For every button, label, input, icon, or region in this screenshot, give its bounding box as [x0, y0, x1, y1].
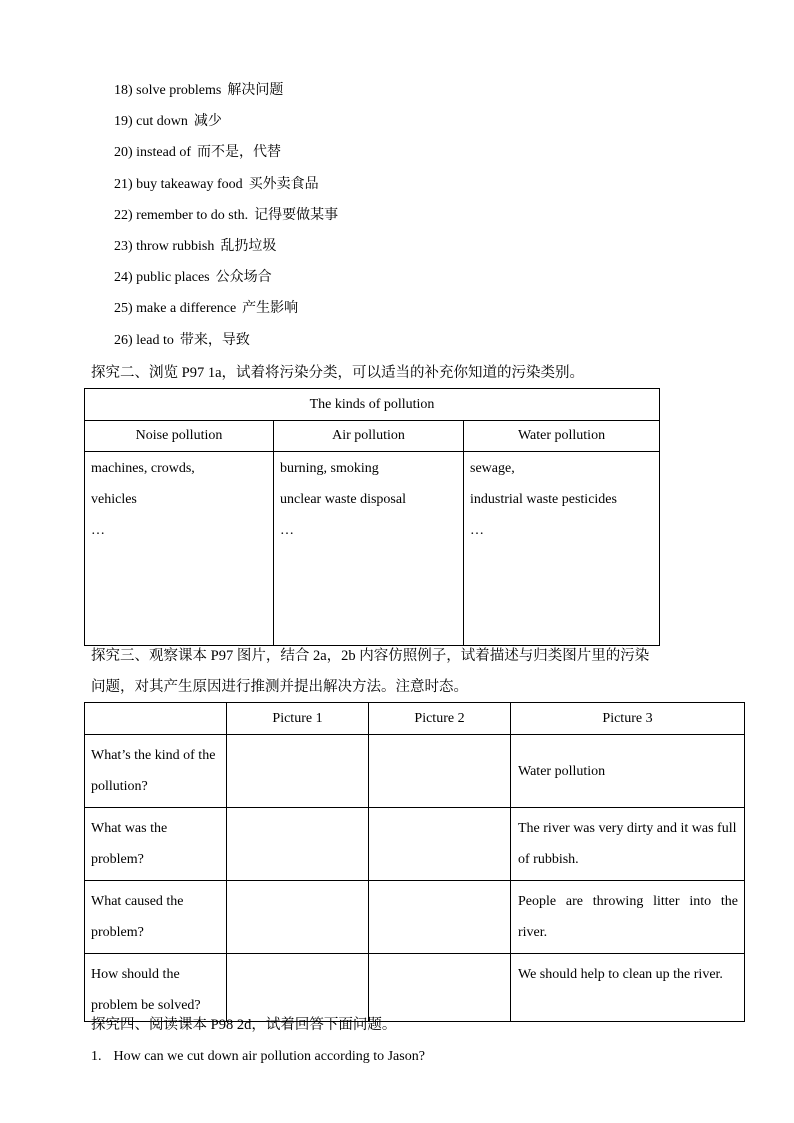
question-cell: What was the problem?	[85, 808, 227, 881]
noise-pollution-cell	[85, 452, 274, 646]
picture-1-answer	[227, 954, 369, 1022]
section-3-heading-line-2: 问题，对其产生原因进行推测并提出解决方法。注意时态。	[91, 679, 468, 695]
cell-line: vehicles	[91, 492, 137, 507]
phrase-chinese: 带来，导致	[179, 332, 250, 348]
cell-line: sewage,	[470, 461, 515, 476]
cell-line: …	[91, 523, 105, 538]
phrase-english: 23) throw rubbish	[114, 238, 215, 254]
pollution-pictures-table	[84, 702, 745, 1022]
phrase-english: 18) solve problems	[114, 83, 222, 98]
picture-2-answer	[369, 881, 511, 954]
column-header-picture-1: Picture 1	[227, 703, 369, 735]
picture-3-answer: Water pollution	[511, 735, 745, 808]
column-header-air: Air pollution	[274, 421, 464, 452]
phrase-english: 20) instead of	[114, 145, 191, 161]
table-row	[85, 808, 745, 881]
list-item	[114, 205, 338, 236]
picture-3-answer: We should help to clean up the river.	[511, 954, 745, 1022]
phrase-chinese: 解决问题	[227, 83, 284, 98]
question-cell: What caused the problem?	[85, 881, 227, 954]
cell-line: burning, smoking	[280, 461, 379, 476]
phrase-english: 21) buy takeaway food	[114, 176, 243, 192]
column-header-noise: Noise pollution	[85, 421, 274, 452]
cell-line: machines, crowds,	[91, 461, 195, 476]
water-pollution-cell	[464, 452, 660, 646]
list-item	[114, 80, 338, 111]
phrase-english: 26) lead to	[114, 332, 174, 348]
picture-1-answer	[227, 881, 369, 954]
list-item	[114, 330, 338, 361]
phrase-chinese: 减少	[193, 114, 222, 130]
picture-3-answer: The river was very dirty and it was full of rubbish.	[511, 808, 745, 881]
cell-line: …	[470, 523, 484, 538]
phrase-english: 19) cut down	[114, 114, 188, 130]
table-row	[85, 735, 745, 808]
question-text: How can we cut down air pollution according to Jason?	[113, 1049, 425, 1064]
picture-2-answer	[369, 735, 511, 808]
question-number: 1.	[91, 1049, 102, 1064]
list-item	[114, 267, 338, 298]
phrase-chinese: 乱扔垃圾	[220, 238, 277, 254]
picture-1-answer	[227, 808, 369, 881]
list-item	[114, 236, 338, 267]
list-item	[114, 174, 338, 205]
list-item	[114, 298, 338, 329]
cell-line: unclear waste disposal	[280, 492, 406, 507]
table-row	[85, 881, 745, 954]
question-1	[91, 1047, 425, 1067]
column-header-blank	[85, 703, 227, 735]
phrase-english: 24) public places	[114, 270, 210, 286]
phrase-chinese: 公众场合	[215, 270, 272, 286]
picture-1-answer	[227, 735, 369, 808]
list-item	[114, 142, 338, 173]
picture-2-answer	[369, 808, 511, 881]
table-row	[85, 954, 745, 1022]
question-cell: How should the problem be solved?	[85, 954, 227, 1022]
question-cell: What’s the kind of the pollution?	[85, 735, 227, 808]
phrase-list	[114, 80, 338, 361]
cell-line: industrial waste pesticides	[470, 492, 617, 507]
section-4-heading: 探究四、阅读课本 P98 2d，试着回答下面问题。	[91, 1017, 397, 1033]
section-3-heading-line-1: 探究三、观察课本 P97 图片，结合 2a，2b 内容仿照例子，试着描述与归类图片里的污染	[91, 648, 650, 664]
picture-3-answer: People are throwing litter into the river.	[511, 881, 745, 954]
picture-2-answer	[369, 954, 511, 1022]
phrase-english: 25) make a difference	[114, 301, 237, 317]
list-item	[114, 111, 338, 142]
column-header-picture-2: Picture 2	[369, 703, 511, 735]
cell-line: …	[280, 523, 294, 538]
phrase-chinese: 而不是，代替	[196, 145, 281, 161]
phrase-english: 22) remember to do sth.	[114, 207, 249, 223]
column-header-picture-3: Picture 3	[511, 703, 745, 735]
table-title: The kinds of pollution	[85, 389, 660, 421]
section-2-heading: 探究二、浏览 P97 1a，试着将污染分类，可以适当的补充你知道的污染类别。	[91, 365, 584, 381]
column-header-water: Water pollution	[464, 421, 660, 452]
phrase-chinese: 买外卖食品	[248, 176, 319, 192]
pollution-kinds-table	[84, 388, 660, 646]
phrase-chinese: 产生影响	[242, 301, 299, 317]
phrase-chinese: 记得要做某事	[254, 207, 339, 223]
air-pollution-cell	[274, 452, 464, 646]
